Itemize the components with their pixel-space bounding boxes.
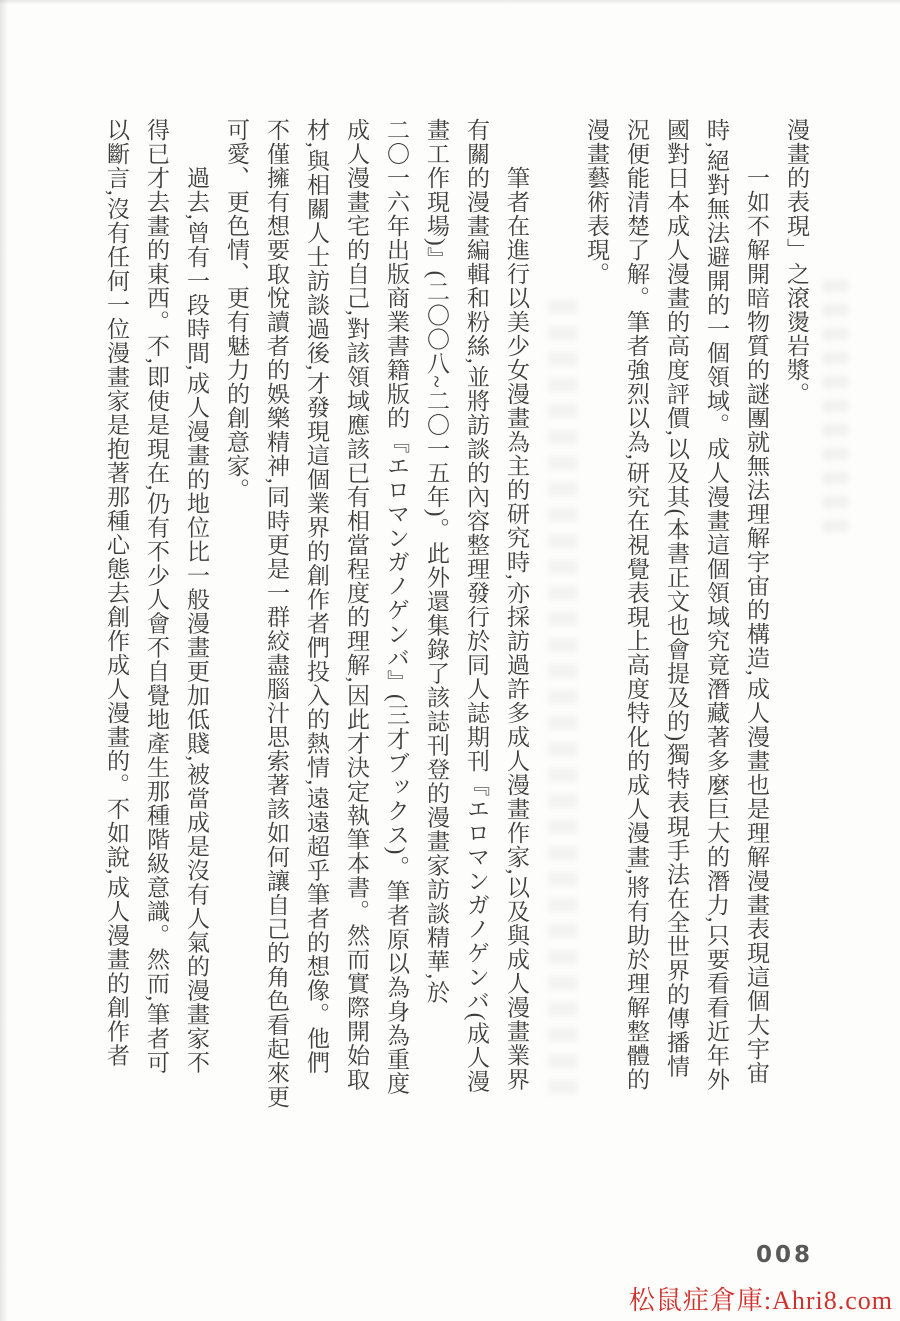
text-column: 可愛、更色情、更有魅力的創意家。 [224,118,249,502]
text-column: 漫畫藝術表現。 [584,118,609,286]
watermark-text: 松鼠症倉庫:Ahri8.com [628,1286,893,1315]
text-column: 過去,曾有一段時間,成人漫畫的地位比一般漫畫更加低賤,被當成是沒有人氣的漫畫家不 [184,166,209,1075]
text-column: 以斷言,沒有任何一位漫畫家是抱著那種心態去創作成人漫畫的。不如說,成人漫畫的創作者 [104,118,129,1068]
text-column: 成人漫畫宅的自己,對該領域應該已有相當程度的理解,因此才決定執筆本書。然而實際開始取 [344,118,369,1092]
scan-edge-shadow-left [0,0,8,1321]
text-column: 一如不解開暗物質的謎團就無法理解宇宙的構造,成人漫畫也是理解漫畫表現這個大宇宙 [744,166,769,1085]
text-column: 時,絕對無法避開的一個領域。成人漫畫這個領域究竟潛藏著多麼巨大的潛力,只要看看近年外 [704,118,729,1092]
page-number: 008 [756,1242,814,1268]
scan-edge-shadow-top [0,0,900,5]
text-column: 材,與相關人士訪談過後,才發現這個業界的創作者們投入的熱情,遠遠超乎筆者的想像。他們 [304,118,329,1075]
text-column: 筆者在進行以美少女漫畫為主的研究時,亦採訪過許多成人漫畫作家,以及與成人漫畫業界 [504,166,529,1092]
text-column: 有關的漫畫編輯和粉絲,並將訪談的內容整理發行於同人誌期刊『エロマンガノゲンバ(成人漫 [464,118,489,1094]
text-column: 二〇一六年出版商業書籍版的『エロマンガノゲンバ』(三才ブックス)。筆者原以為身為重度 [384,118,409,1096]
vertical-body-text [96,118,816,1130]
text-column: 況便能清楚了解。筆者強烈以為,研究在視覺表現上高度特化的成人漫畫,將有助於理解整體的 [624,118,649,1092]
text-column: 不僅擁有想要取悅讀者的娛樂精神,同時更是一群絞盡腦汁思索著該如何讓自己的角色看起來更 [264,118,289,1109]
text-column: 漫畫的表現」之滾燙岩漿。 [784,118,809,406]
text-column: 國對日本成人漫畫的高度評價,以及其(本書正文也會提及的)獨特表現手法在全世界的傳播情 [664,118,689,1079]
text-column: 得已才去畫的東西。不,即使是現在,仍有不少人會不自覺地產生那種階級意識。然而,筆者可 [144,118,169,1075]
text-column: 畫工作現場)』(二〇〇八~二〇一五年)。此外還集錄了該誌刊登的漫畫家訪談精華,於 [424,118,449,1005]
ink-bleedthrough-artifact [822,280,848,540]
